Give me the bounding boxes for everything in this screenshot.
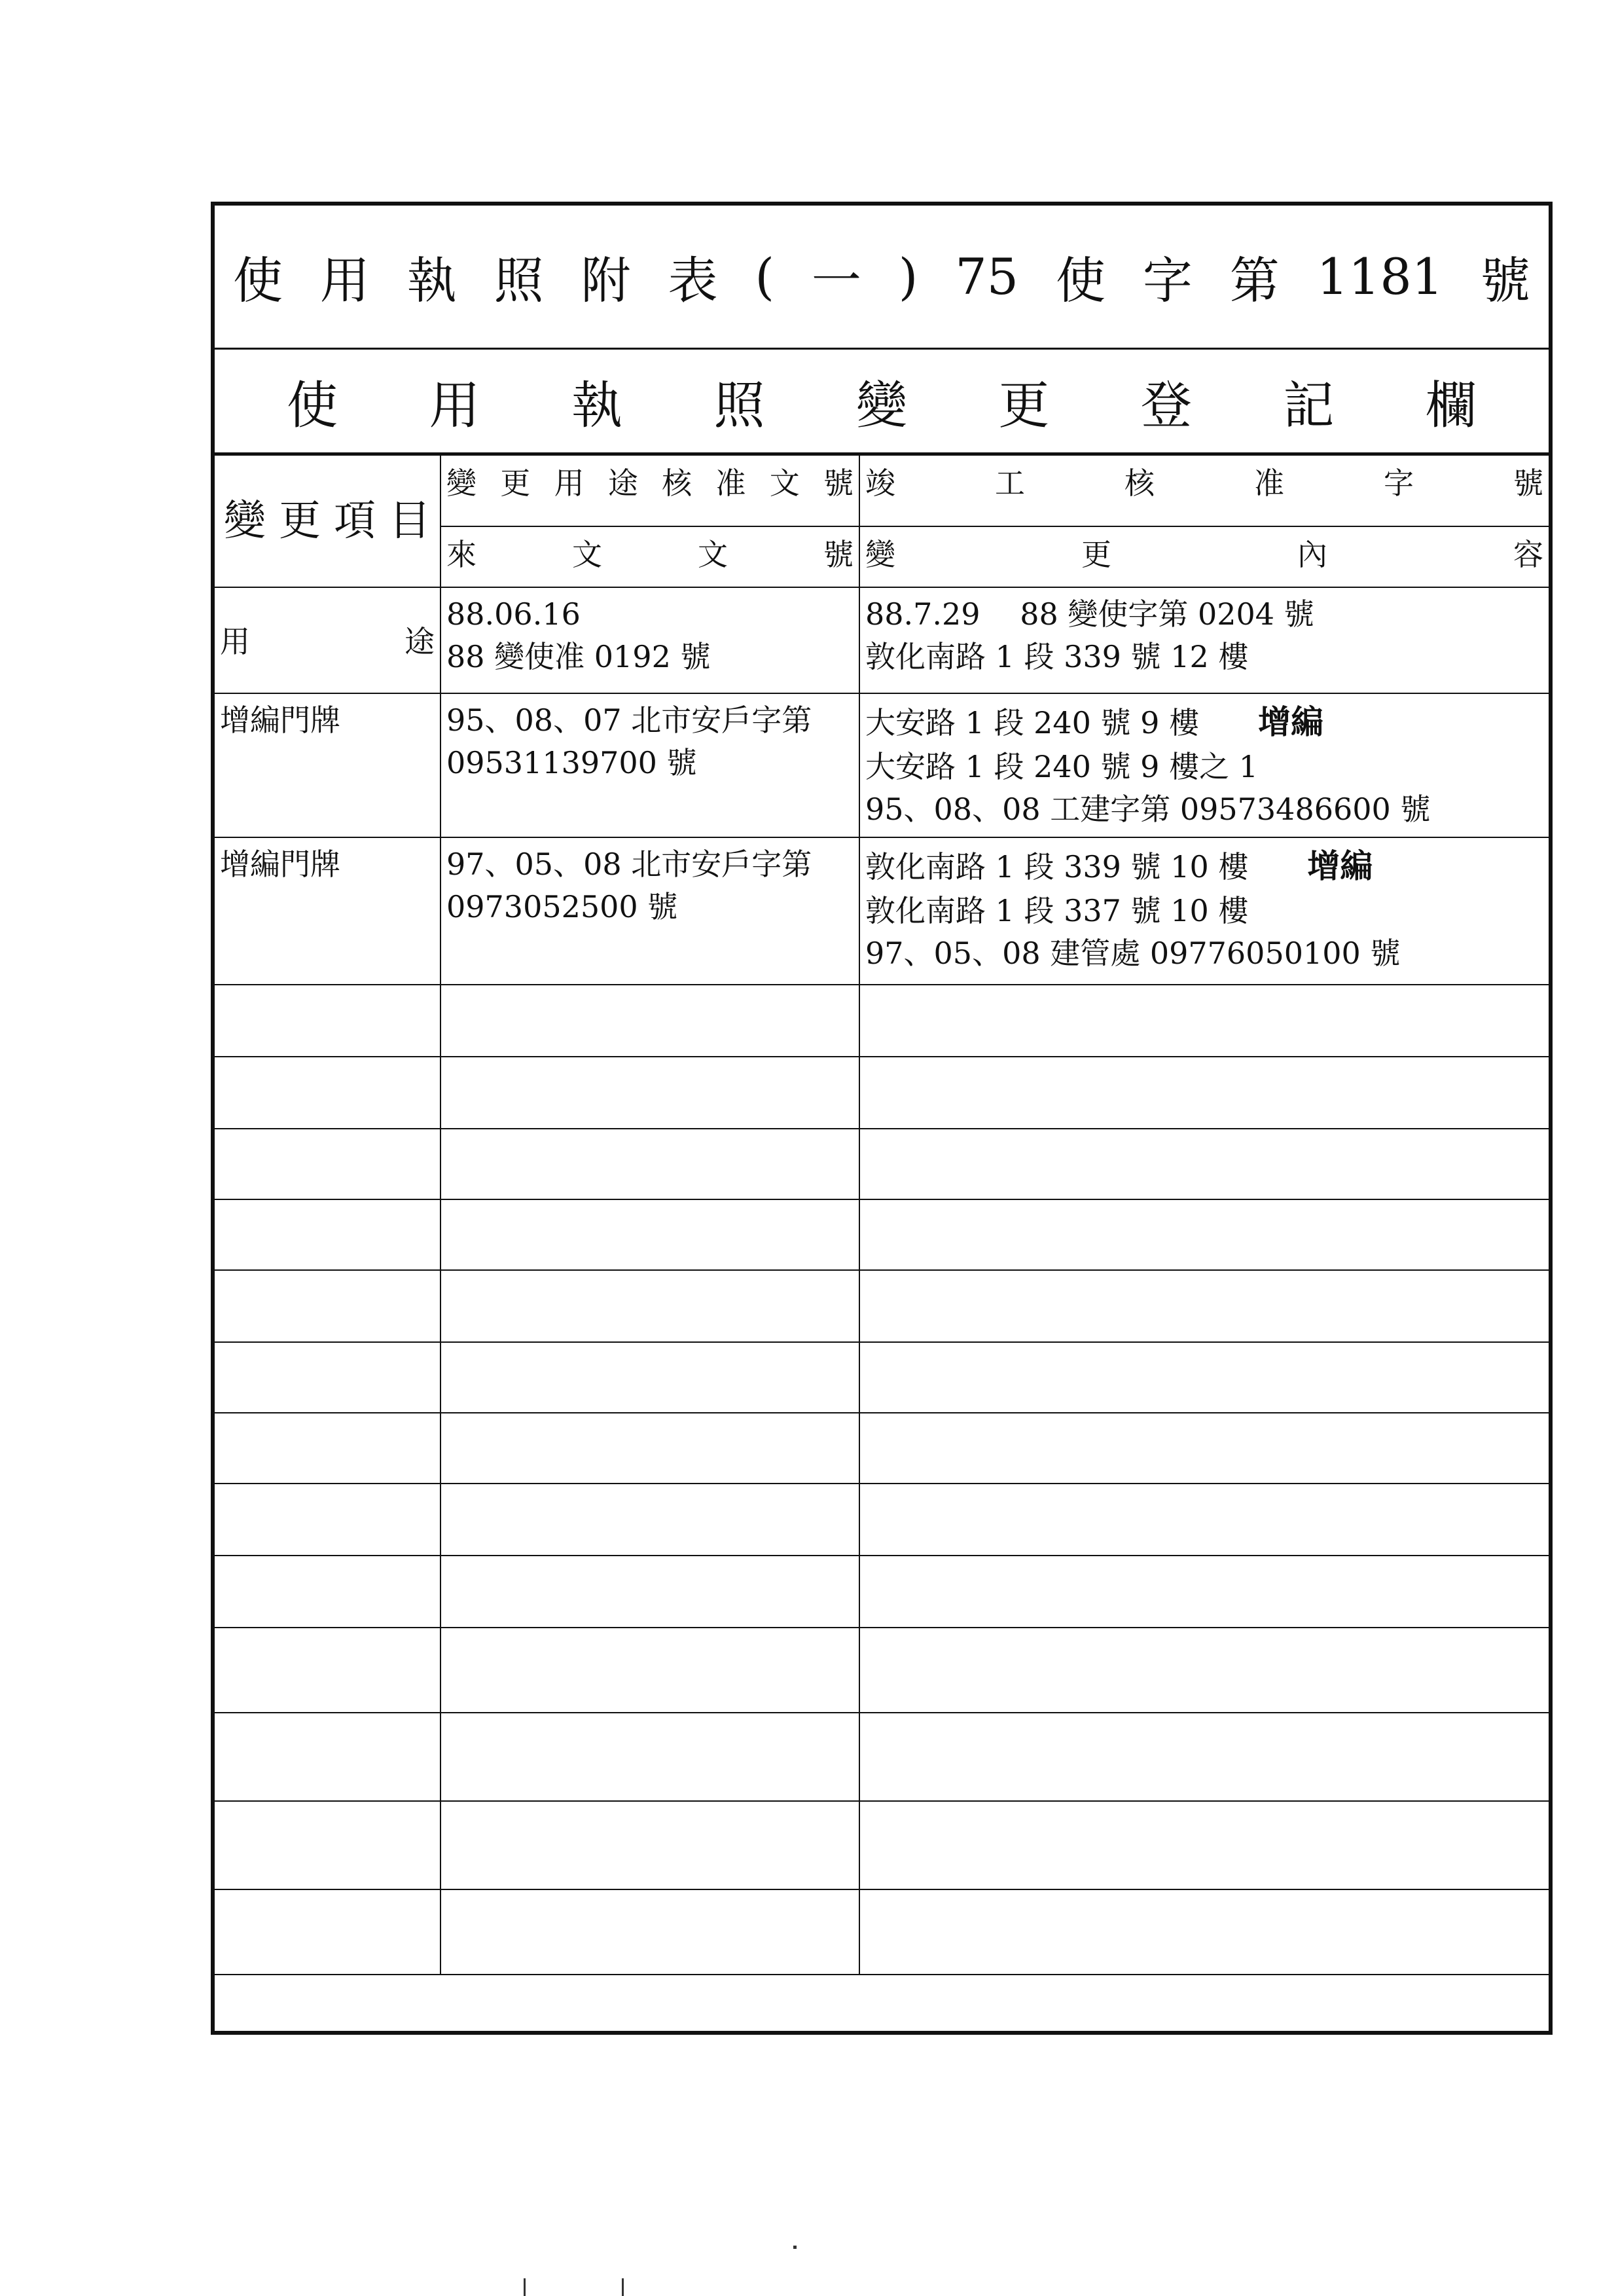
title-char: 75 xyxy=(955,247,1019,306)
title-char: 表 xyxy=(668,251,718,310)
change-register-table xyxy=(215,454,1549,1975)
banner-char: 欄 xyxy=(1425,376,1477,435)
empty-row xyxy=(215,1801,1549,1889)
empty-row xyxy=(215,1270,1549,1342)
empty-row xyxy=(215,1484,1549,1556)
table-row xyxy=(215,587,1549,693)
title-permit-number: 1181 xyxy=(1316,247,1444,306)
empty-row xyxy=(215,1199,1549,1270)
banner-char: 更 xyxy=(998,376,1050,435)
title-char: 使 xyxy=(233,251,283,310)
row-change-content: 88.7.29 88 變使字第 0204 號 敦化南路 1 段 339 號 12 樓 xyxy=(859,587,1549,693)
title-char: 附 xyxy=(581,251,631,310)
section-banner xyxy=(215,350,1549,454)
empty-row xyxy=(215,985,1549,1057)
title-char: 照 xyxy=(494,251,544,310)
header-completion-number: 竣 工 核 准 字 號 xyxy=(859,455,1549,526)
scan-mark xyxy=(524,2278,526,2296)
permit-annex-form xyxy=(211,202,1553,2035)
banner-char: 登 xyxy=(1140,376,1192,435)
banner-char: 使 xyxy=(287,376,338,435)
empty-row xyxy=(215,1889,1549,1975)
banner-char: 執 xyxy=(571,376,622,435)
title-char: 字 xyxy=(1142,251,1193,310)
row-change-content: 大安路 1 段 240 號 9 樓 增編 大安路 1 段 240 號 9 樓之 1 95、08、08 工建字第 09573486600 號 xyxy=(859,693,1549,837)
form-title xyxy=(215,206,1549,350)
scan-mark xyxy=(622,2278,624,2296)
table-row xyxy=(215,837,1549,985)
title-char: 一 xyxy=(811,251,861,310)
empty-row xyxy=(215,1129,1549,1199)
empty-row xyxy=(215,1628,1549,1713)
title-char: 第 xyxy=(1229,251,1280,310)
added-number-tag: 增編 xyxy=(1258,703,1324,741)
row-item: 增編門牌 xyxy=(215,693,440,837)
title-char: 使 xyxy=(1055,251,1106,310)
empty-row xyxy=(215,1057,1549,1129)
banner-char: 變 xyxy=(855,376,907,435)
scan-dot xyxy=(793,2246,797,2249)
empty-row xyxy=(215,1413,1549,1484)
row-incoming-doc: 88.06.16 88 變使准 0192 號 xyxy=(440,587,859,693)
title-char: 執 xyxy=(406,251,457,310)
row-item: 用 途 xyxy=(215,587,440,693)
header-change-item: 變 更 項 目 xyxy=(215,455,440,587)
title-char: 用 xyxy=(319,251,370,310)
header-incoming-number: 來 文 文 號 xyxy=(440,526,859,587)
empty-row xyxy=(215,1556,1549,1628)
row-incoming-doc: 97、05、08 北市安戶字第 0973052500 號 xyxy=(440,837,859,985)
header-change-content: 變 更 內 容 xyxy=(859,526,1549,587)
title-char: 號 xyxy=(1480,251,1530,310)
row-change-content: 敦化南路 1 段 339 號 10 樓 增編 敦化南路 1 段 337 號 10 樓 97、05、08 建管處 09776050100 號 xyxy=(859,837,1549,985)
added-number-tag: 增編 xyxy=(1307,847,1373,885)
header-row-upper xyxy=(215,455,1549,526)
row-incoming-doc: 95、08、07 北市安戶字第 09531139700 號 xyxy=(440,693,859,837)
empty-row xyxy=(215,1713,1549,1801)
empty-row xyxy=(215,1342,1549,1413)
banner-char: 用 xyxy=(429,376,480,435)
title-char: ) xyxy=(898,247,918,306)
row-item: 增編門牌 xyxy=(215,837,440,985)
table-row xyxy=(215,693,1549,837)
header-approval-number: 變 更 用 途 核 准 文 號 xyxy=(440,455,859,526)
banner-char: 照 xyxy=(713,376,765,435)
banner-char: 記 xyxy=(1283,376,1335,435)
title-char: ( xyxy=(755,247,774,306)
